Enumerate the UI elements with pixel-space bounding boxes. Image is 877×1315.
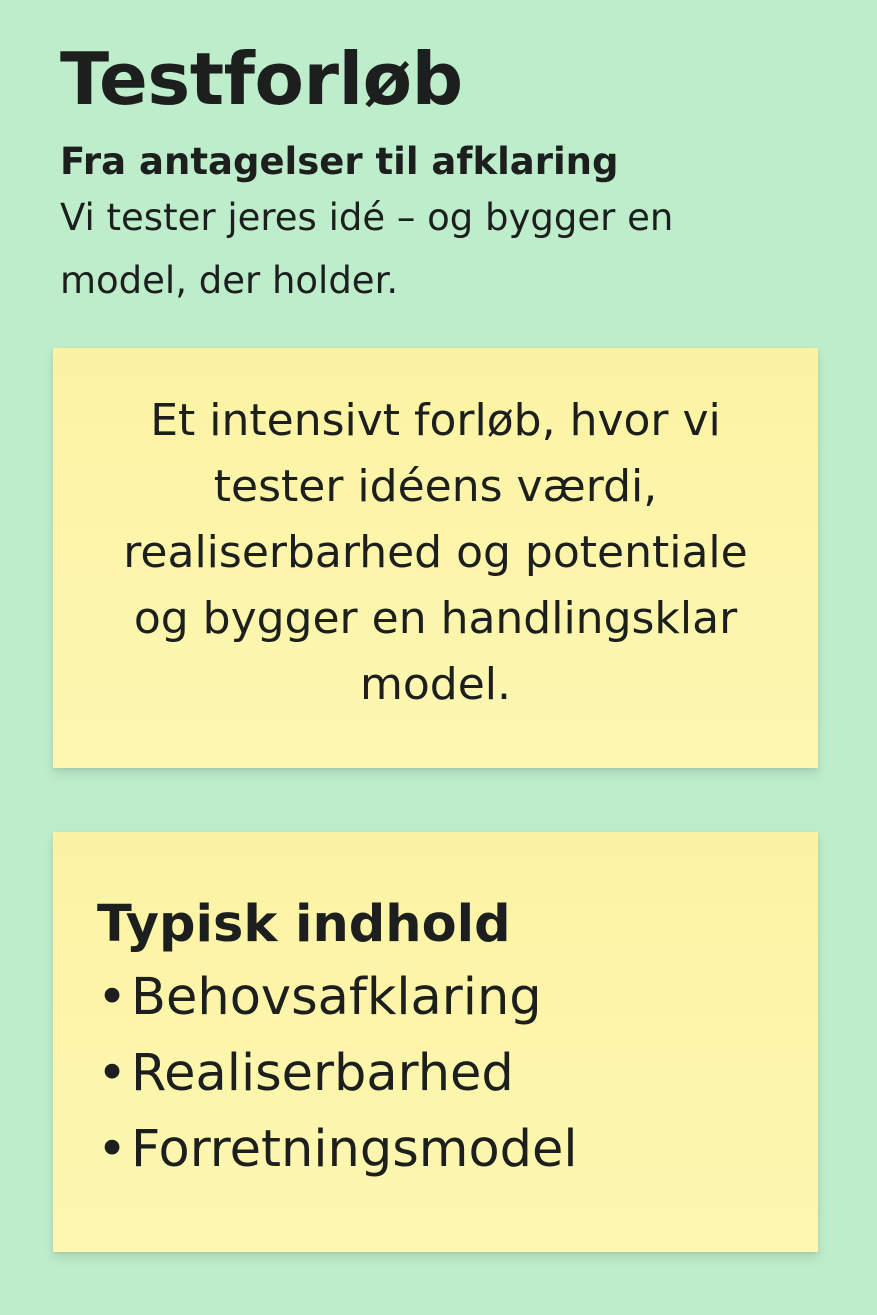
- list-item-label: Realiserbarhed: [131, 1044, 514, 1103]
- list-item: [97, 1036, 788, 1112]
- intro-note-text: Et intensivt forløb, hvor vi tester idéens værdi, realiserbarhed og potentiale og bygger en handlingsklar model.: [123, 395, 748, 710]
- page-header: [60, 36, 840, 312]
- bullet-icon: •: [97, 968, 128, 1027]
- content-sticky-note: [53, 832, 818, 1252]
- page-title: Testforløb: [60, 37, 463, 121]
- page-subtitle: Fra antagelser til afklaring: [60, 140, 619, 183]
- content-block: [97, 890, 788, 1188]
- content-list: [97, 960, 788, 1188]
- list-item: [97, 1112, 788, 1188]
- bullet-icon: •: [97, 1044, 128, 1103]
- list-item-label: Behovsafklaring: [131, 968, 542, 1027]
- intro-sticky-note: [53, 348, 818, 768]
- bullet-icon: •: [97, 1120, 128, 1179]
- content-heading: Typisk indhold: [97, 895, 511, 954]
- list-item: [97, 960, 788, 1036]
- page-tagline: Vi tester jeres idé – og bygger en model, der holder.: [60, 196, 674, 302]
- list-item-label: Forretningsmodel: [131, 1120, 578, 1179]
